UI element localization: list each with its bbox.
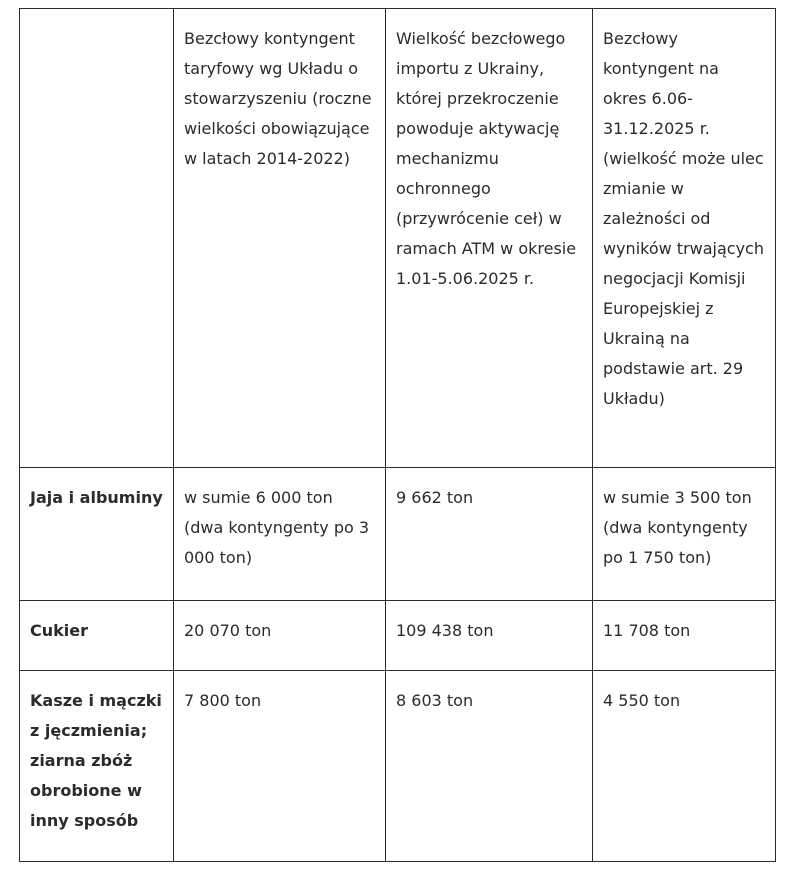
header-row	[20, 9, 776, 468]
row-label: Cukier	[20, 601, 174, 671]
header-cell-atm-threshold: Wielkość bezcłowego importu z Ukrainy, której przekroczenie powoduje aktywację mechanizmu ochronnego (przywrócenie ceł) w ramach ATM w okresie 1.01-5.06.2025 r.	[386, 9, 593, 468]
table-cell: w sumie 6 000 ton (dwa kontyngenty po 3 000 ton)	[174, 468, 386, 601]
quota-table	[19, 8, 776, 862]
table-cell: w sumie 3 500 ton (dwa kontyngenty po 1 750 ton)	[593, 468, 776, 601]
table-cell: 109 438 ton	[386, 601, 593, 671]
row-label: Kasze i mączki z jęczmienia; ziarna zbóż obrobione w inny sposób	[20, 671, 174, 862]
table-cell: 20 070 ton	[174, 601, 386, 671]
table-row	[20, 671, 776, 862]
table-cell: 9 662 ton	[386, 468, 593, 601]
header-cell-association-quota: Bezcłowy kontyngent taryfowy wg Układu o stowarzyszeniu (roczne wielkości obowiązujące w latach 2014-2022)	[174, 9, 386, 468]
table-row	[20, 468, 776, 601]
table-cell: 4 550 ton	[593, 671, 776, 862]
table-row	[20, 601, 776, 671]
row-label: Jaja i albuminy	[20, 468, 174, 601]
header-cell-2025-quota: Bezcłowy kontyngent na okres 6.06-31.12.2025 r. (wielkość może ulec zmianie w zależności od wyników trwających negocjacji Komisji Europejskiej z Ukrainą na podstawie art. 29 Układu)	[593, 9, 776, 468]
header-cell-empty	[20, 9, 174, 468]
table-cell: 8 603 ton	[386, 671, 593, 862]
table-cell: 7 800 ton	[174, 671, 386, 862]
table-cell: 11 708 ton	[593, 601, 776, 671]
